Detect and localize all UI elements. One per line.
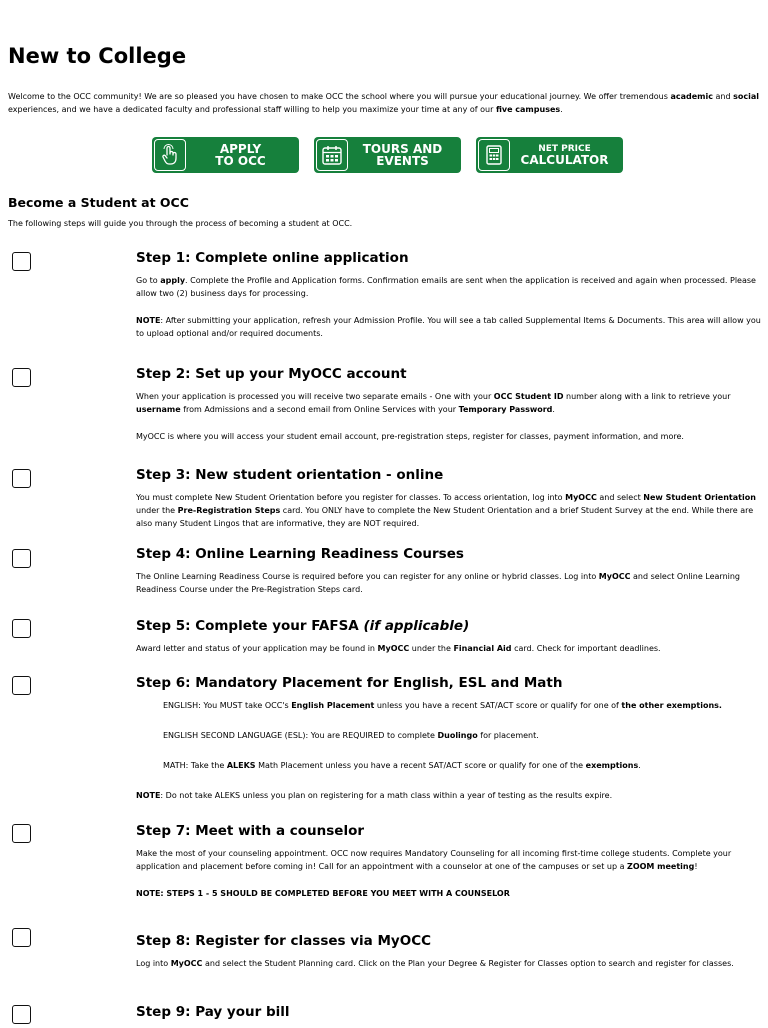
- page-title: New to College: [8, 44, 187, 68]
- step-6-english: ENGLISH: You MUST take OCC's English Placement unless you have a recent SAT/ACT score or qualify for one of the other exemptions.: [163, 701, 722, 710]
- step-4-text: The Online Learning Readiness Course is required before you can register for any online or hybrid classes. Log into MyOCC and select Online Learning Readiness Course under the Pre-Registration Steps card.: [136, 572, 741, 594]
- apply-link[interactable]: apply: [160, 276, 186, 285]
- step-2-title: Step 2: Set up your MyOCC account: [136, 366, 407, 382]
- action-buttons: [152, 137, 638, 173]
- step-2: [136, 366, 762, 457]
- step-3-text: You must complete New Student Orientation before you register for classes. To access orientation, log into MyOCC and select New Student Orientation under the Pre-Registration Steps card. You ONLY have to complete the New Student Orientation and a brief Student Survey at the end. While there are also many Student Lingos that are informative, they are NOT required.: [136, 493, 756, 528]
- section-heading: Become a Student at OCC: [8, 195, 189, 210]
- zoom-meeting-link[interactable]: ZOOM meeting: [627, 862, 695, 871]
- step-7-checkbox[interactable]: [12, 824, 31, 843]
- step-2-text-2: MyOCC is where you will access your student email account, pre-registration steps, register for classes, payment information, and more.: [136, 432, 684, 441]
- step-1: [136, 250, 762, 354]
- step-7-text: Make the most of your counseling appointment. OCC now requires Mandatory Counseling for all incoming first-time college students. Complete your application and placement before coming in! Call for an appointment with a counselor at one of the campuses or set up a ZOOM meeting!: [136, 849, 732, 871]
- tours-and-events-button[interactable]: [314, 137, 461, 173]
- net-price-calculator-button[interactable]: [476, 137, 623, 173]
- step-4-checkbox[interactable]: [12, 549, 31, 568]
- step-9: [136, 1004, 762, 1028]
- step-8-text: Log into MyOCC and select the Student Planning card. Click on the Plan your Degree & Register for Classes option to search and register for classes.: [136, 959, 734, 968]
- step-2-text: When your application is processed you will receive two separate emails - One with your OCC Student ID number along with a link to retrieve your username from Admissions and a second email from Online Services with your Temporary Password.: [136, 392, 731, 414]
- step-7: [136, 823, 762, 914]
- step-2-checkbox[interactable]: [12, 368, 31, 387]
- step-4: [136, 546, 762, 610]
- step-8: [136, 933, 762, 984]
- step-9-title: Step 9: Pay your bill: [136, 1004, 290, 1020]
- step-5-text: Award letter and status of your application may be found in MyOCC under the Financial Aid card. Check for important deadlines.: [136, 644, 661, 653]
- step-6: [136, 675, 762, 816]
- step-5-checkbox[interactable]: [12, 619, 31, 638]
- step-8-title: Step 8: Register for classes via MyOCC: [136, 933, 432, 949]
- calculator-icon: [478, 139, 510, 171]
- hand-pointer-icon: [154, 139, 186, 171]
- step-1-text: Go to apply. Complete the Profile and Application forms. Confirmation emails are sent when the application is received and again when processed. Please allow two (2) business days for processing.: [136, 276, 756, 298]
- tours-button-label: TOURS AND EVENTS: [362, 142, 443, 168]
- step-3-checkbox[interactable]: [12, 469, 31, 488]
- step-7-title: Step 7: Meet with a counselor: [136, 823, 365, 839]
- intro-paragraph: Welcome to the OCC community! We are so pleased you have chosen to make OCC the school where you will pursue your educational journey. We offer tremendous academic and social experiences, and we have a dedicated faculty and professional staff willing to help you maximize your time at any of our five campuses.: [8, 92, 759, 114]
- step-6-checkbox[interactable]: [12, 676, 31, 695]
- step-5-title: Step 5: Complete your FAFSA (if applicable): [136, 618, 470, 634]
- step-8-checkbox[interactable]: [12, 928, 31, 947]
- step-9-checkbox[interactable]: [12, 1005, 31, 1024]
- calendar-icon: [316, 139, 348, 171]
- step-1-title: Step 1: Complete online application: [136, 250, 409, 266]
- step-7-note: NOTE: STEPS 1 - 5 SHOULD BE COMPLETED BEFORE YOU MEET WITH A COUNSELOR: [136, 889, 510, 898]
- step-1-note: NOTE: After submitting your application, refresh your Admission Profile. You will see a tab called Supplemental Items & Documents. This area will allow you to upload optional and/or required documents.: [136, 316, 761, 338]
- step-5: [136, 618, 762, 669]
- apply-to-occ-button[interactable]: [152, 137, 299, 173]
- step-6-esl: ENGLISH SECOND LANGUAGE (ESL): You are REQUIRED to complete Duolingo for placement.: [163, 731, 539, 740]
- section-description: The following steps will guide you through the process of becoming a student at OCC.: [8, 219, 353, 228]
- step-6-title: Step 6: Mandatory Placement for English, ESL and Math: [136, 675, 563, 691]
- step-6-note: NOTE: Do not take ALEKS unless you plan on registering for a math class within a year of testing as the results expire.: [136, 791, 613, 800]
- net-price-button-label: NET PRICE CALCULATOR: [520, 143, 609, 167]
- apply-button-label: APPLY TO OCC: [215, 142, 266, 168]
- step-6-math: MATH: Take the ALEKS Math Placement unless you have a recent SAT/ACT score or qualify for one of the exemptions.: [163, 761, 641, 770]
- step-3: [136, 467, 762, 544]
- step-3-title: Step 3: New student orientation - online: [136, 467, 444, 483]
- step-1-checkbox[interactable]: [12, 252, 31, 271]
- step-4-title: Step 4: Online Learning Readiness Courses: [136, 546, 464, 562]
